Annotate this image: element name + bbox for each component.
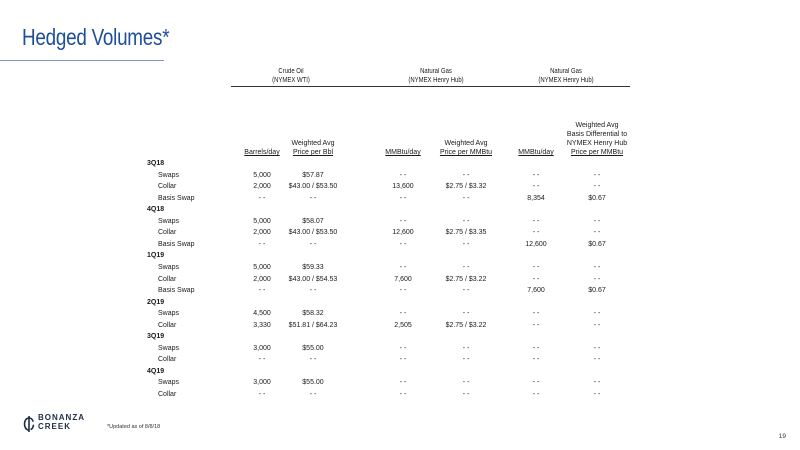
- table-row: [0, 216, 800, 228]
- table-cell: - -: [532, 229, 540, 237]
- table-cell: - -: [593, 344, 601, 352]
- table-cell: - -: [462, 171, 470, 179]
- table-cell: - -: [399, 217, 407, 225]
- table-row: [0, 308, 800, 320]
- table-cell: $57.87: [302, 171, 324, 179]
- row-label: Collar: [158, 183, 177, 191]
- group-header-line1: Crude Oil: [278, 68, 304, 75]
- table-cell: $58.32: [302, 310, 324, 318]
- page-number: 19: [778, 433, 786, 440]
- table-cell: $2.75 / $3.22: [445, 275, 487, 283]
- table-cell: - -: [462, 240, 470, 248]
- table-cell: 12,600: [392, 229, 414, 237]
- table-cell: - -: [532, 275, 540, 283]
- column-header-line: Basis Differential to: [566, 131, 628, 138]
- table-cell: - -: [532, 379, 540, 387]
- table-row: [0, 170, 800, 182]
- row-label: Swaps: [158, 171, 180, 179]
- row-label: Swaps: [158, 217, 180, 225]
- group-header-line1: Natural Gas: [550, 68, 582, 75]
- quarter-label: 4Q18: [147, 206, 165, 214]
- row-label: Swaps: [158, 263, 180, 271]
- quarter-row: [0, 331, 800, 343]
- row-label: Swaps: [158, 379, 180, 387]
- column-header-line: MMBtu/day: [518, 149, 554, 156]
- table-cell: $2.75 / $3.32: [445, 183, 487, 191]
- row-label: Collar: [158, 321, 177, 329]
- table-row: [0, 377, 800, 389]
- table-row: [0, 285, 800, 297]
- logo-line2: CREEK: [38, 422, 72, 431]
- quarter-label: 1Q19: [147, 252, 165, 260]
- table-cell: - -: [399, 379, 407, 387]
- logo-wordmark: [38, 413, 85, 431]
- table-cell: - -: [399, 240, 407, 248]
- table-cell: - -: [593, 263, 601, 271]
- table-cell: - -: [593, 321, 601, 329]
- table-cell: - -: [593, 310, 601, 318]
- quarter-row: [0, 250, 800, 262]
- table-row: [0, 227, 800, 239]
- table-cell: - -: [399, 263, 407, 271]
- table-cell: 3,330: [253, 321, 271, 329]
- logo-line1: BONANZA: [38, 413, 85, 422]
- column-header-line: Weighted Avg: [291, 140, 335, 147]
- table-cell: - -: [593, 183, 601, 191]
- table-cell: - -: [532, 391, 540, 398]
- row-label: Collar: [158, 275, 177, 283]
- table-cell: 2,000: [253, 183, 271, 191]
- row-label: Collar: [158, 356, 177, 364]
- column-header-line: NYMEX Henry Hub: [566, 140, 628, 147]
- table-cell: $55.00: [302, 379, 324, 387]
- table-cell: - -: [309, 240, 317, 248]
- table-cell: 2,000: [253, 275, 271, 283]
- table-cell: - -: [532, 217, 540, 225]
- table-cell: - -: [258, 194, 266, 202]
- table-cell: $43.00 / $54.53: [288, 275, 338, 283]
- row-label: Basis Swap: [158, 287, 195, 295]
- table-cell: $0.67: [588, 194, 606, 202]
- quarter-row: [0, 158, 800, 170]
- table-cell: - -: [258, 391, 266, 398]
- table-cell: - -: [399, 356, 407, 364]
- table-cell: 2,000: [253, 229, 271, 237]
- table-row: [0, 343, 800, 355]
- table-cell: - -: [399, 310, 407, 318]
- table-cell: $2.75 / $3.22: [445, 321, 487, 329]
- table-row: [0, 354, 800, 366]
- row-label: Basis Swap: [158, 240, 195, 248]
- table-cell: $43.00 / $53.50: [288, 183, 338, 191]
- table-cell: - -: [532, 263, 540, 271]
- table-row: [0, 262, 800, 274]
- table-cell: - -: [462, 194, 470, 202]
- row-label: Basis Swap: [158, 194, 195, 202]
- footnote: *Updated as of 8/8/18: [107, 424, 161, 430]
- table-cell: - -: [399, 344, 407, 352]
- table-cell: - -: [462, 344, 470, 352]
- table-cell: 13,600: [392, 183, 414, 191]
- table-row: [0, 274, 800, 286]
- table-cell: - -: [532, 310, 540, 318]
- quarter-row: [0, 204, 800, 216]
- table-cell: - -: [593, 275, 601, 283]
- table-cell: $59.33: [302, 263, 324, 271]
- column-header-line: Price per MMBtu: [439, 149, 493, 156]
- table-row: [0, 193, 800, 205]
- column-header-line: Weighted Avg: [575, 122, 619, 129]
- table-cell: $0.67: [588, 287, 606, 295]
- table-cell: - -: [399, 194, 407, 202]
- column-header-line: Price per Bbl: [292, 149, 334, 156]
- table-row: [0, 181, 800, 193]
- table-cell: - -: [593, 229, 601, 237]
- table-cell: 5,000: [253, 217, 271, 225]
- table-cell: $58.07: [302, 217, 324, 225]
- table-cell: - -: [532, 321, 540, 329]
- table-cell: - -: [532, 183, 540, 191]
- table-cell: - -: [462, 310, 470, 318]
- group-header-line1: Natural Gas: [420, 68, 452, 75]
- column-header-line: Price per MMBtu: [570, 149, 624, 156]
- column-header-line: Weighted Avg: [444, 140, 488, 147]
- table-cell: 5,000: [253, 171, 271, 179]
- column-header-line: MMBtu/day: [385, 149, 421, 156]
- table-cell: - -: [258, 356, 266, 364]
- table-cell: - -: [309, 287, 317, 295]
- table-cell: 2,505: [394, 321, 412, 329]
- table-cell: - -: [462, 379, 470, 387]
- quarter-label: 3Q18: [147, 160, 165, 167]
- table-cell: - -: [532, 171, 540, 179]
- group-header-line2: (NYMEX Henry Hub): [408, 77, 464, 84]
- table-row: [0, 389, 800, 401]
- table-cell: 7,600: [527, 287, 545, 295]
- table-cell: 3,000: [253, 344, 271, 352]
- table-cell: - -: [309, 356, 317, 364]
- table-cell: - -: [309, 391, 317, 398]
- table-cell: - -: [532, 344, 540, 352]
- table-cell: - -: [462, 217, 470, 225]
- row-label: Swaps: [158, 310, 180, 318]
- table-cell: - -: [593, 356, 601, 364]
- quarter-label: 4Q19: [147, 367, 165, 375]
- table-cell: 5,000: [253, 263, 271, 271]
- table-cell: $51.81 / $64.23: [288, 321, 338, 329]
- group-header-line2: (NYMEX WTI): [272, 77, 310, 84]
- table-cell: $55.00: [302, 344, 324, 352]
- column-header-line: Barrels/day: [244, 149, 280, 156]
- table-cell: 7,600: [394, 275, 412, 283]
- row-label: Collar: [158, 229, 177, 237]
- table-cell: 3,000: [253, 379, 271, 387]
- table-cell: $2.75 / $3.35: [445, 229, 487, 237]
- table-cell: - -: [593, 171, 601, 179]
- quarter-label: 2Q19: [147, 298, 165, 306]
- table-cell: - -: [462, 287, 470, 295]
- table-cell: 12,600: [525, 240, 547, 248]
- table-row: [0, 239, 800, 251]
- table-cell: 4,500: [253, 310, 271, 318]
- table-cell: - -: [462, 391, 470, 398]
- quarter-row: [0, 366, 800, 378]
- table-row: [0, 320, 800, 332]
- quarter-label: 3Q19: [147, 333, 165, 341]
- table-cell: - -: [399, 287, 407, 295]
- table-cell: - -: [258, 287, 266, 295]
- table-cell: - -: [462, 263, 470, 271]
- row-label: Swaps: [158, 344, 180, 352]
- table-cell: $43.00 / $53.50: [288, 229, 338, 237]
- table-cell: - -: [399, 391, 407, 398]
- company-logo: [22, 413, 112, 435]
- table-cell: - -: [462, 356, 470, 364]
- logo-mark-icon: [22, 415, 36, 433]
- table-cell: - -: [593, 391, 601, 398]
- table-cell: - -: [309, 194, 317, 202]
- table-cell: $0.67: [588, 240, 606, 248]
- row-label: Collar: [158, 391, 177, 398]
- table-cell: 8,354: [527, 194, 545, 202]
- table-cell: - -: [532, 356, 540, 364]
- group-header-line2: (NYMEX Henry Hub): [538, 77, 594, 84]
- quarter-row: [0, 297, 800, 309]
- table-cell: - -: [399, 171, 407, 179]
- page-title: Hedged Volumes*: [22, 24, 170, 50]
- table-cell: - -: [258, 240, 266, 248]
- table-cell: - -: [593, 379, 601, 387]
- table-cell: - -: [593, 217, 601, 225]
